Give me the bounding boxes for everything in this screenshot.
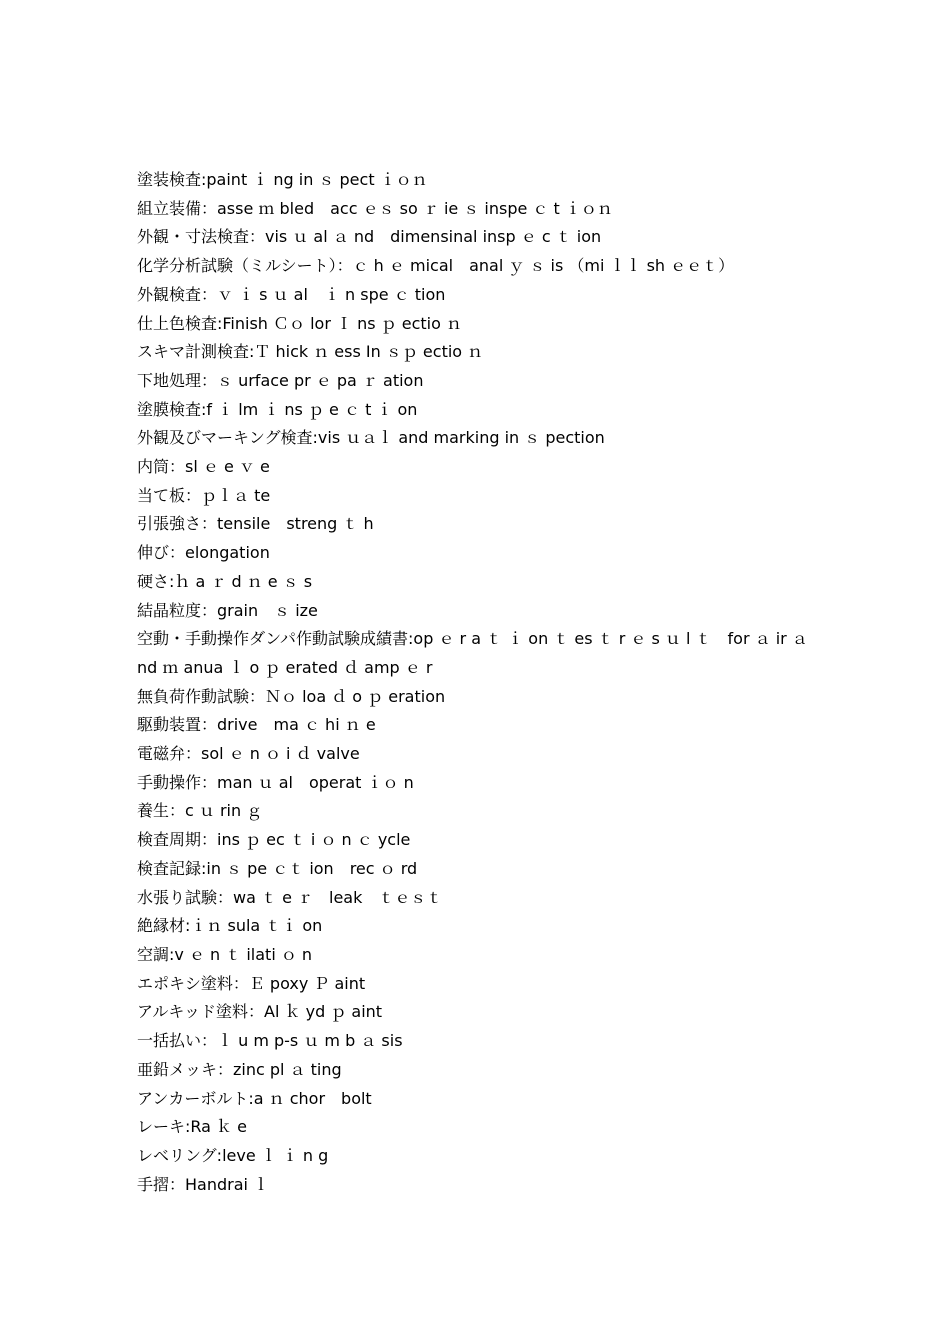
glossary-entry: 一括払い：ｌ u m p-s ｕ m b ａ sis [137, 1031, 403, 1051]
glossary-entry: アルキッド塗料：Al ｋ yd ｐ aint [137, 1002, 383, 1022]
glossary-entry: 検査周期：ins ｐ ec ｔ i ｏ n ｃ ycle [137, 830, 411, 850]
glossary-entry: 硬さ:ｈ a ｒ d ｎ e ｓ s [137, 571, 313, 591]
glossary-entry: 外観検査：ｖ ｉ s ｕ al ｉ n spe ｃ tion [137, 284, 446, 304]
glossary-entry: 外観及びマーキング検査:vis ｕａｌ and marking in ｓ pection [137, 428, 605, 448]
glossary-entry: スキマ計測検査:Ｔ hick ｎ ess In ｓｐ ectio ｎ [137, 342, 484, 362]
glossary-entry: エポキシ塗料：Ｅ poxy Ｐ aint [137, 973, 366, 993]
glossary-entry: 養生：c ｕ rin ｇ [137, 801, 263, 821]
glossary-entry: 外観・寸法検査：vis ｕ al ａ nd dimensinal insp ｅ c ｔ ion [137, 227, 602, 247]
glossary-entry: 組立装備：asse ｍ bled acc ｅｓ so ｒ ie ｓ inspe ｃ t ｉｏｎ [137, 198, 613, 218]
glossary-entry: 電磁弁：sol ｅ n ｏ i ｄ valve [137, 744, 360, 764]
glossary-entry: 手摺：Handrai ｌ [137, 1174, 270, 1194]
glossary-entry: 結晶粒度：grain ｓ ize [137, 600, 318, 620]
glossary-entry: 下地処理：ｓ urface pr ｅ pa ｒ ation [137, 370, 424, 390]
glossary-entry: アンカーボルト:a ｎ chor bolt [137, 1088, 372, 1108]
glossary-entry: 空動・手動操作ダンパ作動試験成績書:op ｅ r a ｔ ｉ on ｔ es ｔ r ｅ s ｕ l ｔ for ａ ir ａ nd ｍ anua ｌ o ｐ erated ｄ amp ｅ r [137, 629, 808, 677]
glossary-entry: 化学分析試験（ミルシート）：ｃ h ｅ mical anal ｙ ｓ is （mi ｌｌ sh ｅｅｔ） [137, 256, 735, 276]
glossary-entry: 無負荷作動試験：Ｎｏ loa ｄ o ｐ eration [137, 686, 446, 706]
glossary-entry: 内筒：sl ｅ e ｖ e [137, 457, 270, 477]
glossary-entry: 引張強さ：tensile streng ｔ h [137, 514, 374, 534]
glossary-entry: 伸び：elongation [137, 543, 270, 563]
glossary-entry: 仕上色検査:Finish Ｃｏ lor Ｉ ns ｐ ectio ｎ [137, 313, 462, 333]
glossary-entry: 手動操作：man ｕ al operat ｉｏ n [137, 772, 414, 792]
glossary-entry: 塗装検査:paint ｉ ng in ｓ pect ｉｏｎ [137, 170, 428, 189]
glossary-entry: 検査記録:in ｓ pe ｃｔ ion rec ｏ rd [137, 858, 418, 878]
glossary-entry: 塗膜検査:f ｉ lm ｉ ns ｐ e ｃ t ｉ on [137, 399, 418, 419]
glossary-page [137, 166, 827, 1199]
glossary-entry: 亜鉛メッキ：zinc pl ａ ting [137, 1059, 342, 1079]
glossary-entry: レーキ:Ra ｋ e [137, 1117, 247, 1137]
glossary-entry: 当て板：ｐｌａ te [137, 485, 271, 505]
glossary-entry: レベリング:leve ｌ ｉ n g [137, 1145, 329, 1165]
glossary-entry: 駆動装置：drive ma ｃ hi ｎ e [137, 715, 376, 735]
glossary-entry: 空調:v ｅ n ｔ ilati ｏ n [137, 944, 313, 964]
glossary-entry: 絶縁材:ｉｎ sula ｔｉ on [137, 916, 323, 936]
glossary-entry: 水張り試験：wa ｔ e ｒ leak ｔｅｓｔ [137, 887, 443, 907]
